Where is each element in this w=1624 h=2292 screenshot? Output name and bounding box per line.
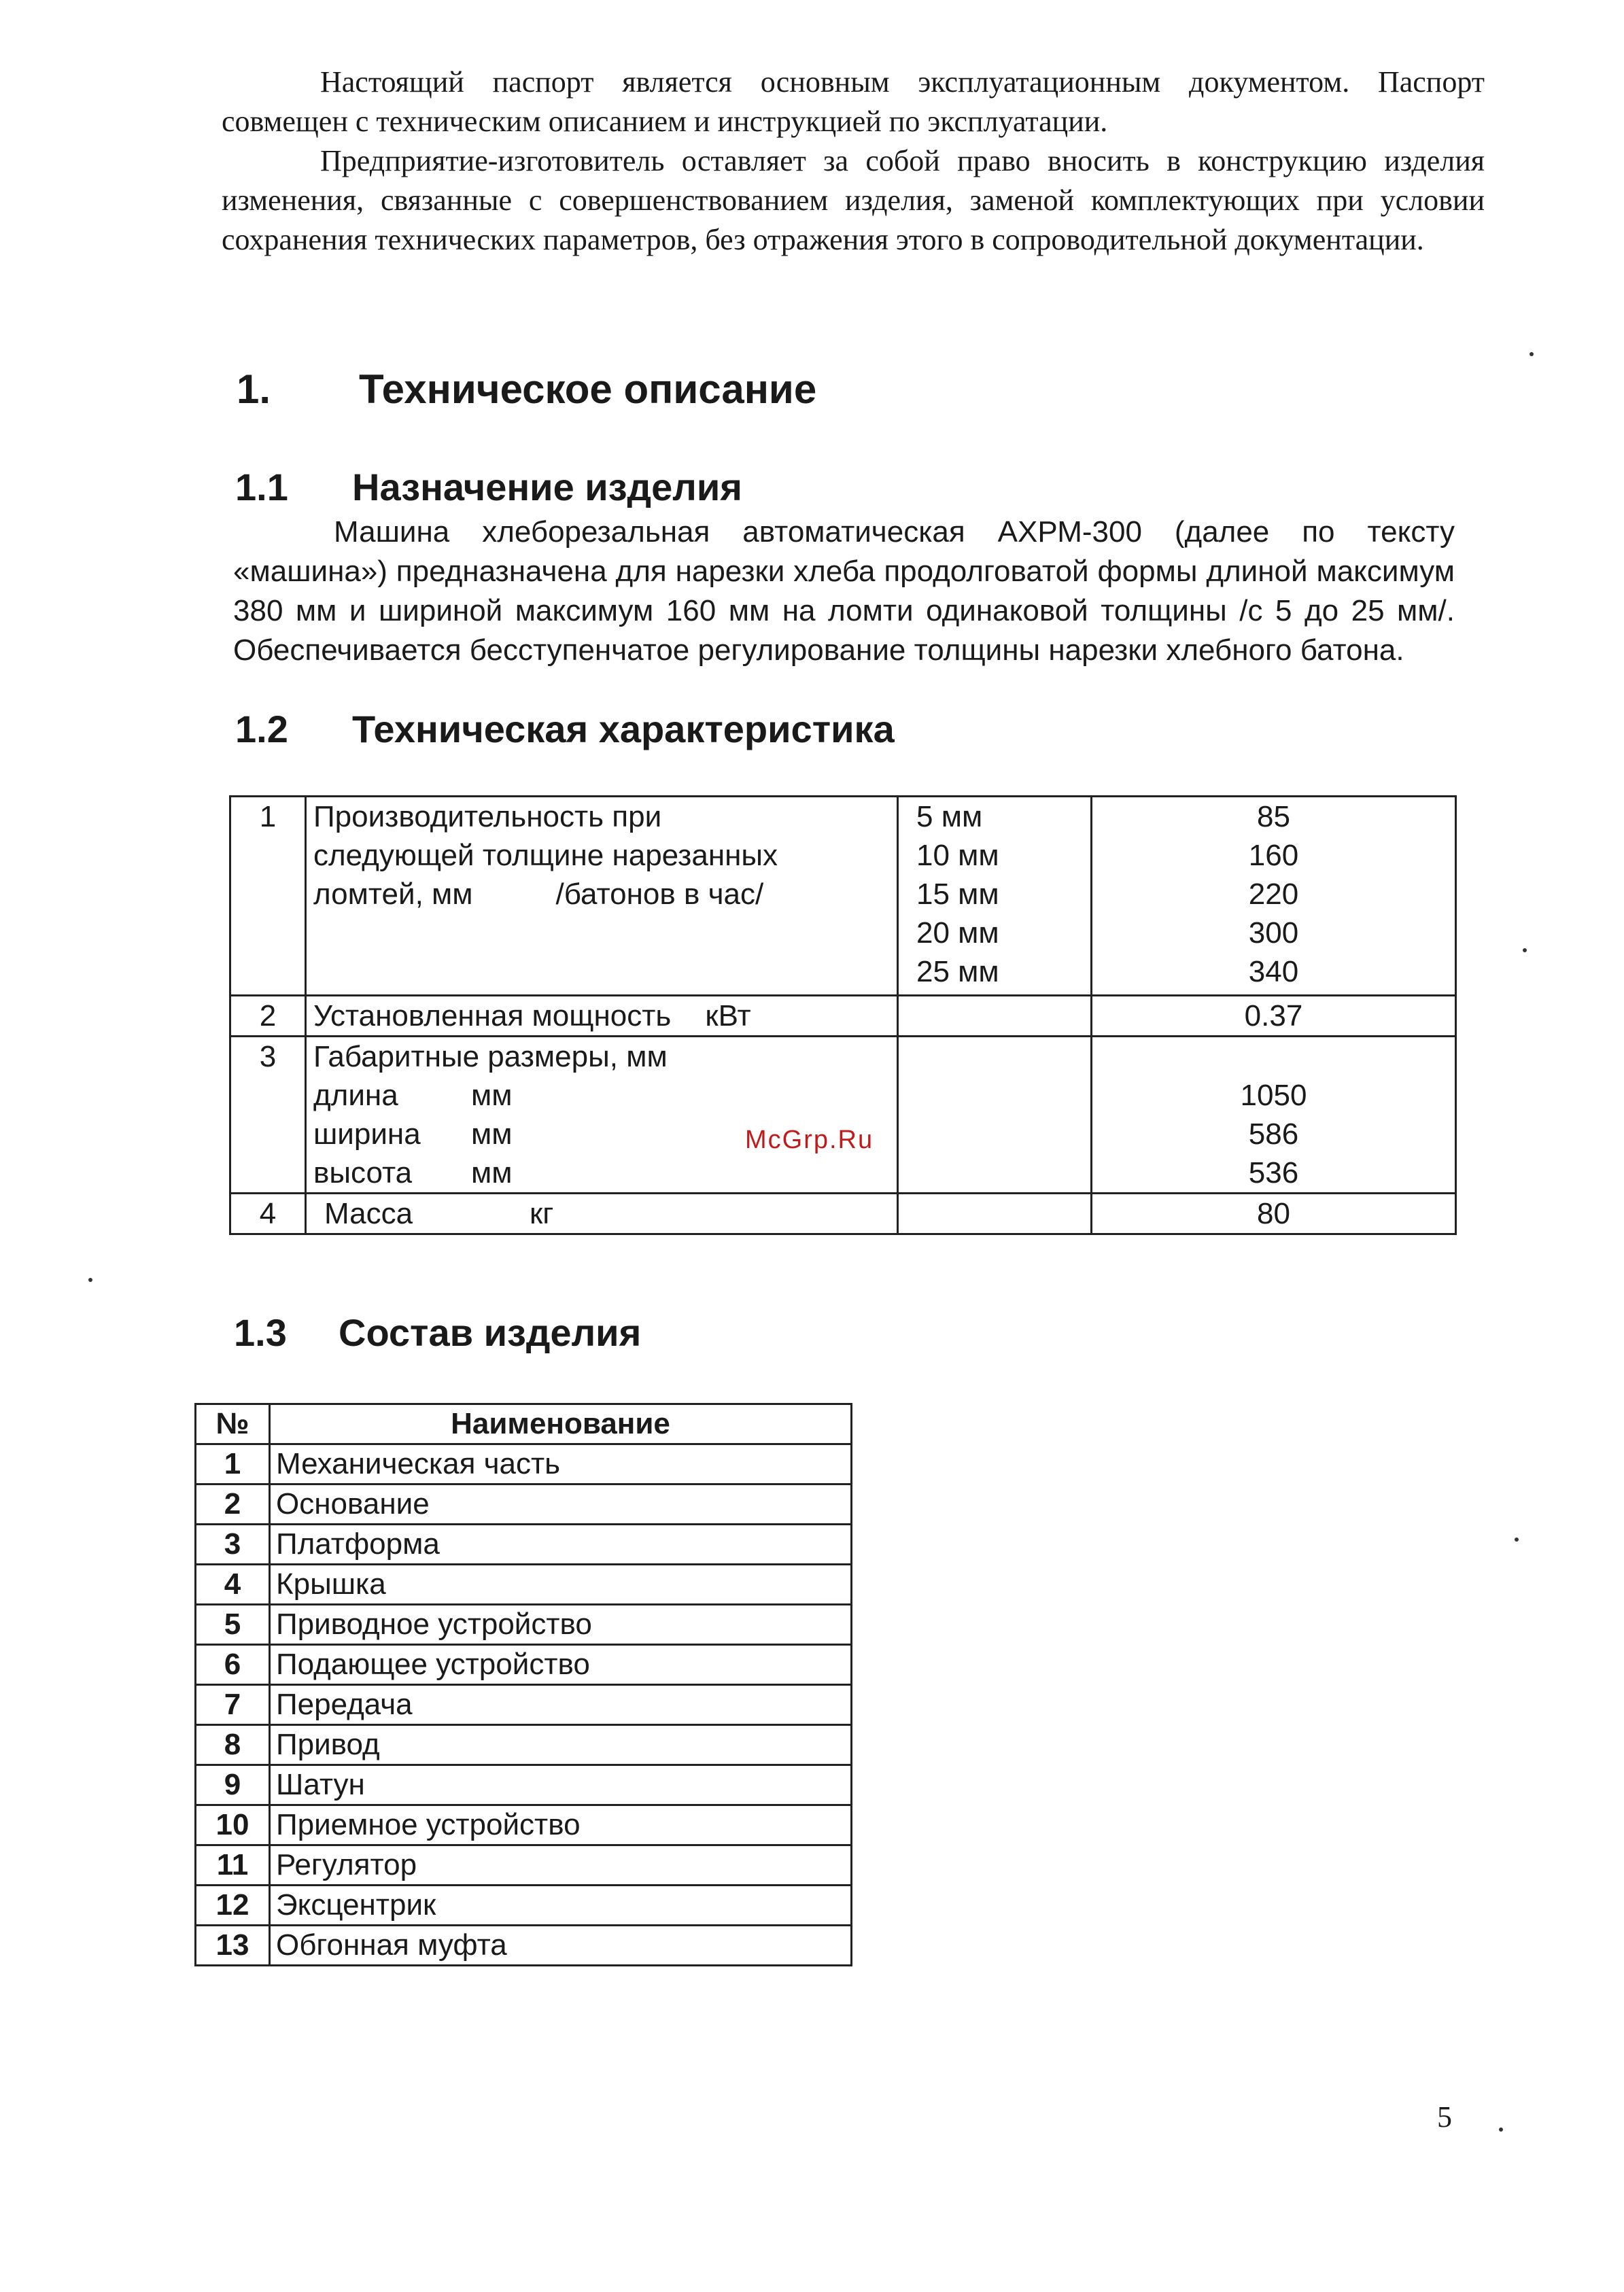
thickness-value: 25 мм xyxy=(916,955,999,988)
dimension-height xyxy=(313,1153,897,1192)
composition-row xyxy=(196,1685,852,1725)
spec-name-line xyxy=(313,875,897,914)
spec-row-number: 4 xyxy=(230,1194,306,1234)
spec-row-productivity xyxy=(230,797,1456,996)
dimensions-values xyxy=(1092,1037,1456,1194)
scan-speck xyxy=(1499,2128,1503,2132)
composition-item-name: Шатун xyxy=(270,1765,852,1805)
composition-item-name: Основание xyxy=(270,1484,852,1525)
composition-row xyxy=(196,1725,852,1765)
productivity-value: 340 xyxy=(1248,955,1299,988)
composition-row xyxy=(196,1765,852,1805)
spec-row-name xyxy=(306,996,898,1037)
dimension-unit: мм xyxy=(471,1117,513,1151)
section-1-2-title: Техническая характеристика xyxy=(352,708,895,750)
scan-speck xyxy=(1530,352,1534,356)
productivity-value: 85 xyxy=(1257,800,1290,833)
composition-item-number: 3 xyxy=(196,1525,270,1565)
productivity-value: 300 xyxy=(1248,916,1299,950)
productivity-value: 160 xyxy=(1248,839,1299,872)
composition-item-number: 9 xyxy=(196,1765,270,1805)
dimension-label: ширина xyxy=(313,1117,421,1151)
composition-item-name: Платформа xyxy=(270,1525,852,1565)
spec-row-power xyxy=(230,996,1456,1037)
composition-item-name: Привод xyxy=(270,1725,852,1765)
spec-row-mass xyxy=(230,1194,1456,1234)
composition-row xyxy=(196,1484,852,1525)
spec-row-name xyxy=(306,1194,898,1234)
thickness-value: 20 мм xyxy=(916,916,999,950)
thickness-value: 5 мм xyxy=(916,800,983,833)
thickness-value: 15 мм xyxy=(916,878,999,911)
purpose-paragraph: Машина хлеборезальная автоматическая АХРМ-300 (далее по тексту «машина») предназначена для нарезки хлеба продолговатой формы длиной максимум 380 мм и шириной максимум 160 мм на ломти одинаковой толщины /с 5 до 25 мм/. Обеспечивается бесступенчатое регулирование толщины нарезки хлебного батона. xyxy=(233,515,1455,667)
composition-row xyxy=(196,1926,852,1966)
composition-item-number: 4 xyxy=(196,1565,270,1605)
composition-item-name: Обгонная муфта xyxy=(270,1926,852,1966)
section-1-1-heading xyxy=(235,465,742,510)
composition-item-number: 13 xyxy=(196,1926,270,1966)
composition-item-number: 2 xyxy=(196,1484,270,1525)
column-header-number: № xyxy=(196,1404,270,1444)
section-1-3-heading xyxy=(234,1310,641,1355)
composition-item-number: 11 xyxy=(196,1845,270,1886)
spec-row-name xyxy=(306,1037,898,1194)
page-number: 5 xyxy=(1437,2100,1452,2134)
section-1-3-title: Состав изделия xyxy=(339,1311,642,1354)
spec-table xyxy=(229,795,1457,1235)
spec-row-dimensions xyxy=(230,1037,1456,1194)
dimension-label: высота xyxy=(313,1156,413,1190)
spec-empty-cell xyxy=(898,1194,1092,1234)
spec-name-suffix: /батонов в час/ xyxy=(555,878,764,911)
composition-item-name: Приводное устройство xyxy=(270,1605,852,1645)
watermark: McGrp.Ru xyxy=(745,1126,874,1154)
composition-row xyxy=(196,1886,852,1926)
composition-item-name: Подающее устройство xyxy=(270,1645,852,1685)
section-1-1-number: 1.1 xyxy=(235,466,288,508)
intro-paragraph-2: Предприятие-изготовитель оставляет за собой право вносить в конструкцию изделия изменения, связанные с совершенствованием изделия, заменой комплектующих при условии сохранения технических параметров, без отражения этого в сопроводительной документации. xyxy=(222,144,1485,256)
power-unit: кВт xyxy=(705,999,751,1032)
intro-paragraph-1: Настоящий паспорт является основным эксплуатационным документом. Паспорт совмещен с техническим описанием и инструкцией по эксплуатации. xyxy=(222,65,1485,138)
spec-name-line: Производительность при xyxy=(313,800,662,833)
composition-item-name: Крышка xyxy=(270,1565,852,1605)
dimension-unit: мм xyxy=(471,1079,513,1112)
composition-body xyxy=(196,1444,852,1966)
spec-name-line-start: ломтей, мм xyxy=(313,878,473,911)
spec-row-name xyxy=(306,797,898,996)
spec-row-number: 3 xyxy=(230,1037,306,1194)
spec-name-line: следующей толщине нарезанных xyxy=(313,839,778,872)
scan-speck xyxy=(88,1278,92,1282)
composition-row xyxy=(196,1444,852,1484)
column-header-name: Наименование xyxy=(270,1404,852,1444)
composition-item-number: 6 xyxy=(196,1645,270,1685)
composition-item-number: 7 xyxy=(196,1685,270,1725)
composition-item-name: Эксцентрик xyxy=(270,1886,852,1926)
composition-item-number: 1 xyxy=(196,1444,270,1484)
composition-header-row xyxy=(196,1404,852,1444)
composition-table xyxy=(194,1403,852,1966)
mass-label: Масса xyxy=(324,1197,413,1230)
composition-item-number: 8 xyxy=(196,1725,270,1765)
intro-text xyxy=(222,63,1485,260)
section-1-3-number: 1.3 xyxy=(234,1311,287,1354)
composition-row xyxy=(196,1845,852,1886)
width-value: 586 xyxy=(1248,1117,1299,1151)
dimensions-label: Габаритные размеры, мм xyxy=(313,1040,668,1073)
spec-empty-cell xyxy=(898,996,1092,1037)
composition-row xyxy=(196,1565,852,1605)
spec-values-column xyxy=(1092,797,1456,996)
section-1-number: 1. xyxy=(237,366,271,412)
spec-row-number: 2 xyxy=(230,996,306,1037)
mass-unit: кг xyxy=(530,1197,554,1230)
composition-item-number: 10 xyxy=(196,1805,270,1845)
composition-row xyxy=(196,1605,852,1645)
section-1-2-heading xyxy=(235,707,895,752)
spec-thickness-column xyxy=(898,797,1092,996)
composition-row xyxy=(196,1805,852,1845)
power-label: Установленная мощность xyxy=(313,999,672,1032)
dimension-unit: мм xyxy=(471,1156,513,1190)
dimension-length xyxy=(313,1076,897,1115)
composition-item-name: Регулятор xyxy=(270,1845,852,1886)
section-1-2-number: 1.2 xyxy=(235,708,288,750)
composition-item-number: 5 xyxy=(196,1605,270,1645)
composition-item-name: Передача xyxy=(270,1685,852,1725)
composition-row xyxy=(196,1525,852,1565)
scan-speck xyxy=(1515,1538,1519,1542)
scan-speck xyxy=(1523,948,1527,952)
section-1-heading xyxy=(237,366,816,413)
height-value: 536 xyxy=(1248,1156,1299,1190)
mass-value: 80 xyxy=(1092,1194,1456,1234)
length-value: 1050 xyxy=(1240,1079,1307,1112)
spec-row-number: 1 xyxy=(230,797,306,996)
composition-item-name: Приемное устройство xyxy=(270,1805,852,1845)
spec-empty-cell xyxy=(898,1037,1092,1194)
thickness-value: 10 мм xyxy=(916,839,999,872)
section-1-title: Техническое описание xyxy=(359,366,817,412)
composition-item-name: Механическая часть xyxy=(270,1444,852,1484)
section-1-1-title: Назначение изделия xyxy=(352,466,742,508)
productivity-value: 220 xyxy=(1248,878,1299,911)
power-value: 0.37 xyxy=(1092,996,1456,1037)
dimension-label: длина xyxy=(313,1079,398,1112)
composition-item-number: 12 xyxy=(196,1886,270,1926)
composition-row xyxy=(196,1645,852,1685)
